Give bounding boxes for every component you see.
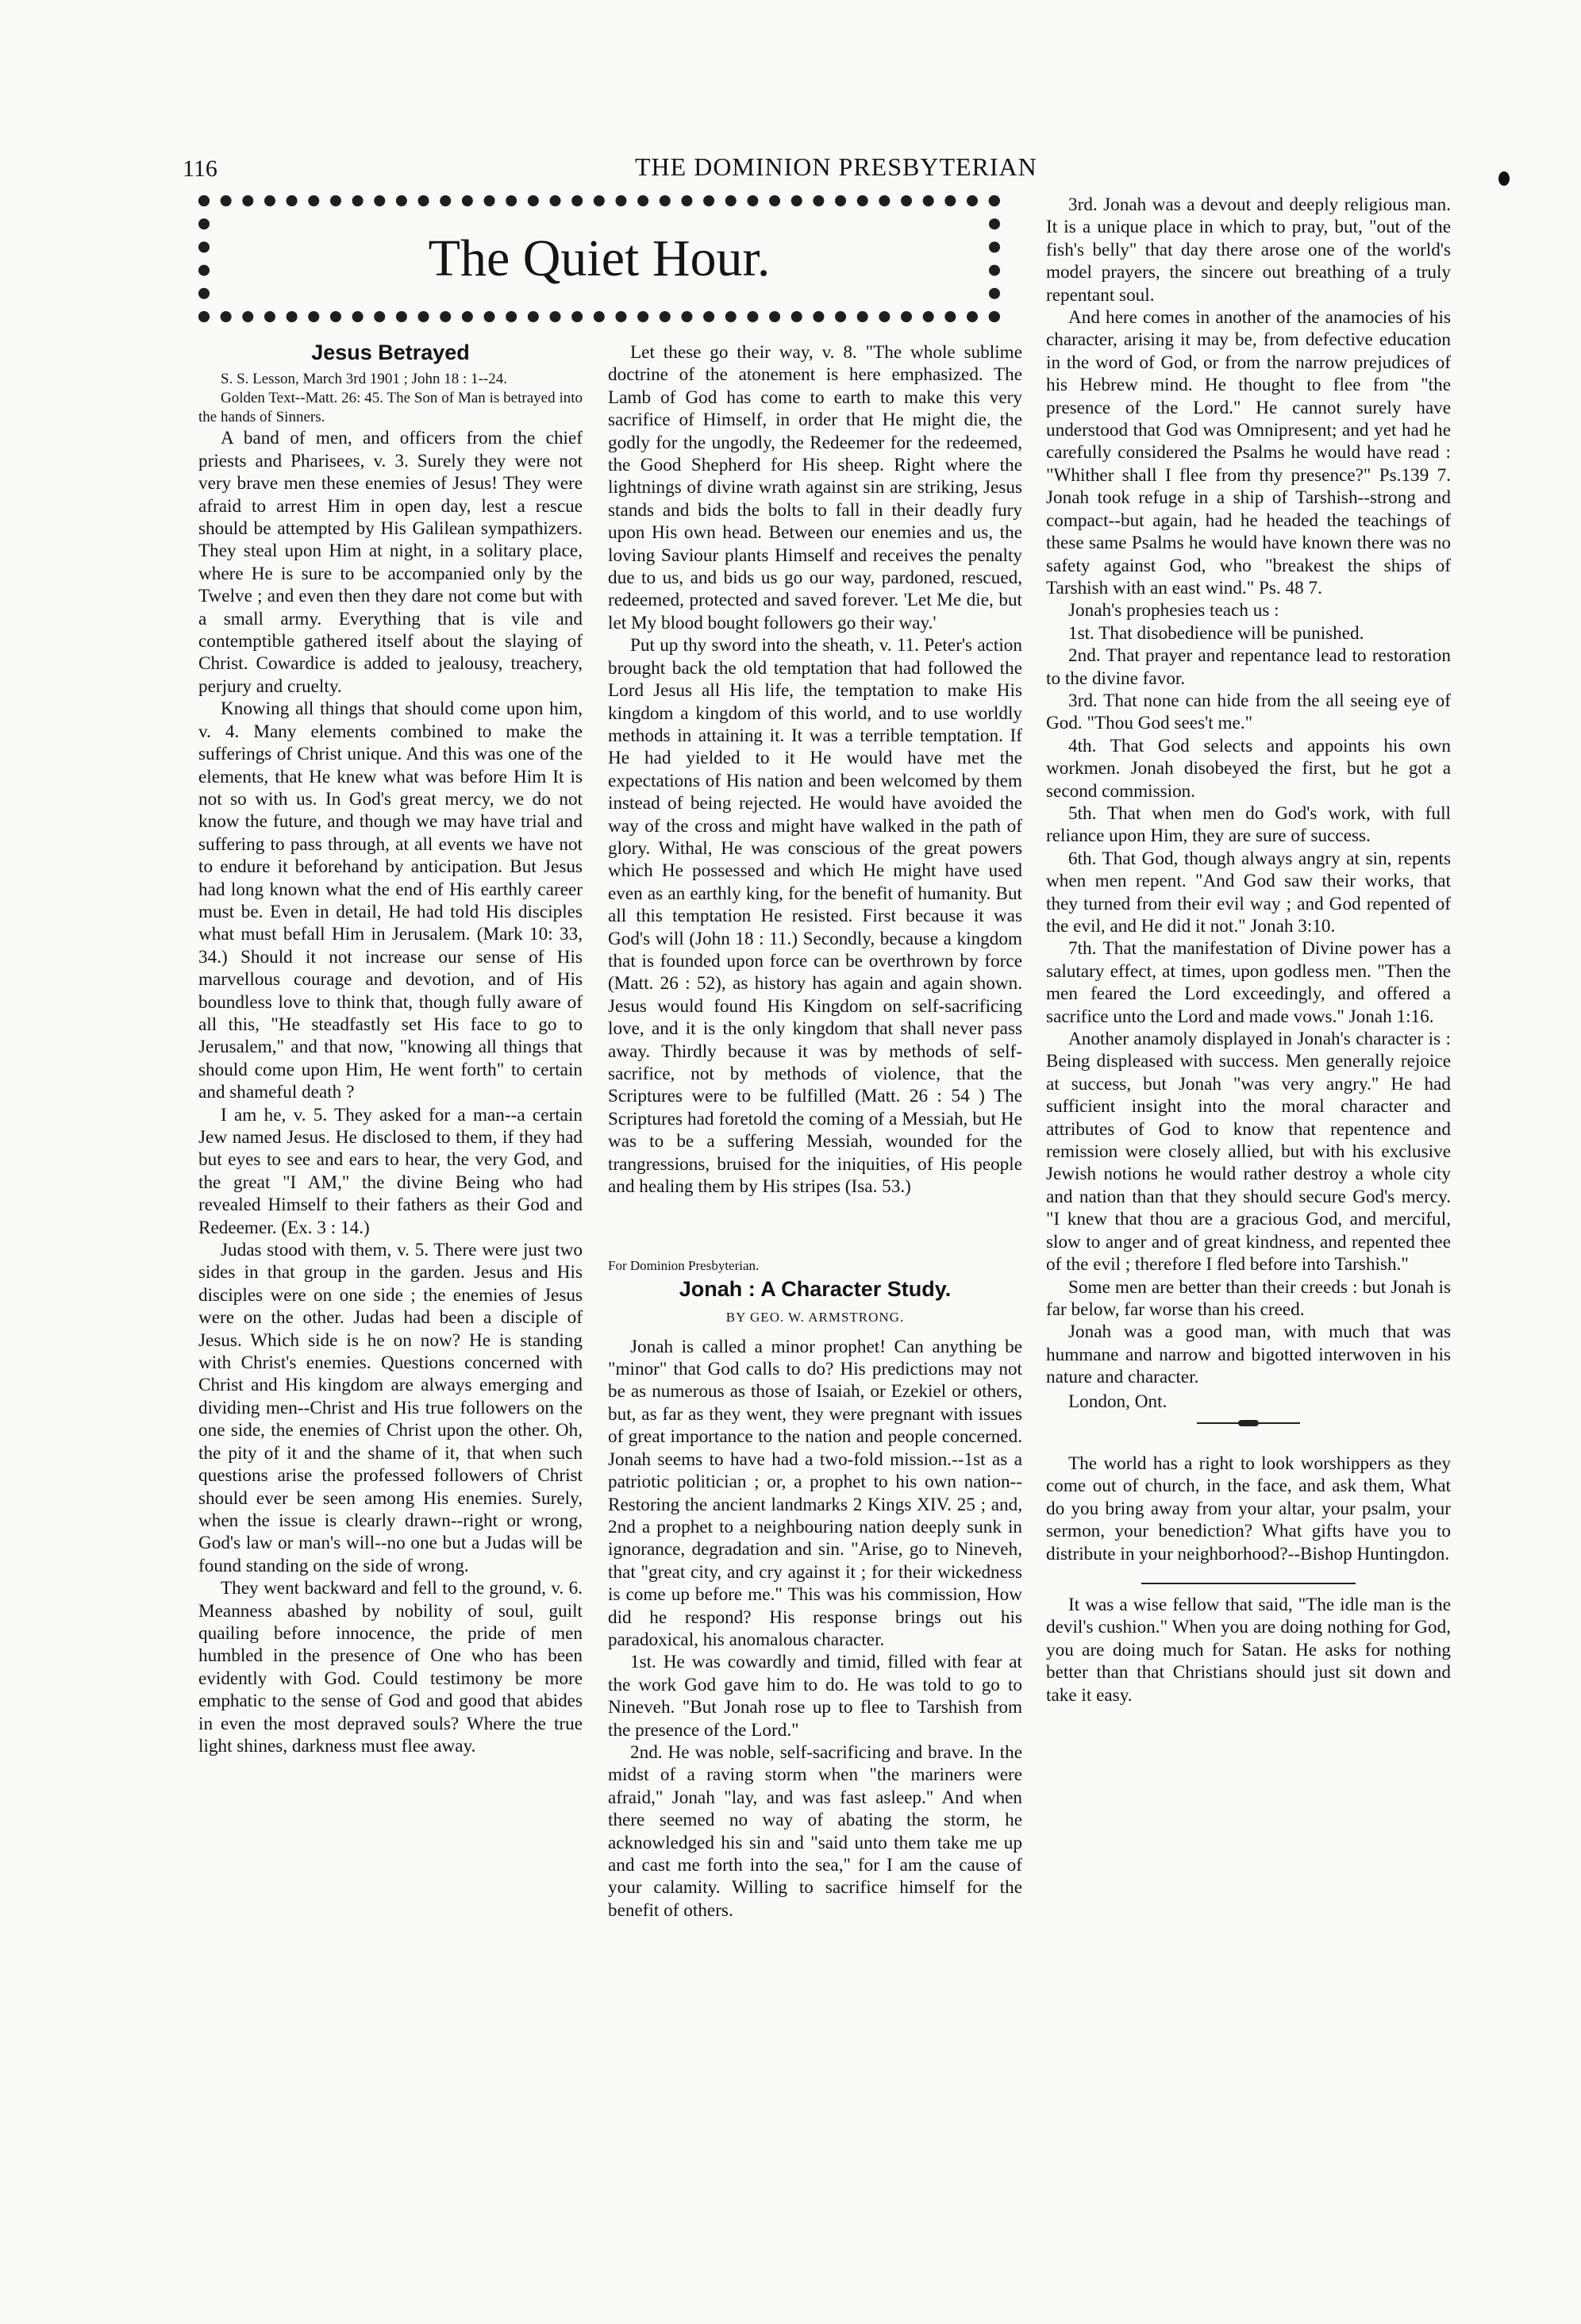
golden-text: Golden Text--Matt. 26: 45. The Son of Man is betrayed into the hands of Sinners. bbox=[198, 390, 583, 426]
page-number: 116 bbox=[183, 156, 217, 182]
jonah-paragraph: 3rd. Jonah was a devout and deeply religious man. It is a unique place in which to pray, but, "out of the fish's belly" that day there arose one of the world's model prayers, the sincere out breathing of a truly repentant soul. bbox=[1046, 194, 1451, 306]
jonah-signature: London, Ont. bbox=[1068, 1391, 1167, 1412]
column-2 bbox=[608, 341, 1022, 1922]
jonah-paragraph: Jonah was a good man, with much that was hummane and narrow and bigotted interwoven in his nature and character. bbox=[1046, 1322, 1451, 1388]
jonah-paragraph: 1st. That disobedience will be punished. bbox=[1068, 622, 1364, 644]
jonah-paragraph: Jonah's prophesies teach us : bbox=[1068, 600, 1279, 621]
jonah-paragraph: 1st. He was cowardly and timid, filled with fear at the work God gave him to do. He was told to go to Nineveh. "But Jonah rose up to flee to Tarshish from the presence of the Lord." bbox=[608, 1652, 1022, 1741]
rule-divider bbox=[1141, 1583, 1356, 1584]
running-head: THE DOMINION PRESBYTERIAN bbox=[635, 152, 1037, 181]
jonah-tag: For Dominion Presbyterian. bbox=[608, 1258, 760, 1274]
ink-blot bbox=[1498, 171, 1510, 186]
jonah-paragraph: Another anamoly displayed in Jonah's character is : Being displeased with success. Men generally rejoice at success, but Jonah "was very angry." He had sufficient insight into the moral character and attributes of God to know that repentence and remission were closely allied, but with his exclusive Jewish notions he would rather destroy a whole city and nation than that they should secure God's mercy. "I knew that thou are a gracious God, and merciful, slow to anger and of great kindness, and repented thee of the evil ; therefore I fled before into Tarshish." bbox=[1046, 1029, 1451, 1276]
lesson-paragraph: A band of men, and officers from the chief priests and Pharisees, v. 3. Surely they were not very brave men these enemies of Jesus! They were afraid to arrest Him in open day, lest a rescue should be attempted by His Galilean sympathizers. They steal upon Him at night, in a solitary place, where He is sure to be accompanied only by the Twelve ; and even then they dare not come but with a small army. Everything that is vile and contemptible gathered itself about the slaying of Christ. Cowardice is added to jealousy, treachery, perjury and cruelty. bbox=[198, 428, 583, 697]
jonah-paragraph: 2nd. He was noble, self-sacrificing and brave. In the midst of a raving storm when "the mariners were afraid," Jonah "lay, and was fast asleep." And when there seemed no way of abating the storm, he acknowledged his sin and "said unto them take me up and cast me forth into the sea," for I am the cause of your calamity. Willing to sacrifice himself for the benefit of others. bbox=[608, 1741, 1022, 1921]
jonah-paragraph: Jonah is called a minor prophet! Can anything be "minor" that God calls to do? His predictions may not be as numerous as those of Isaiah, or Ezekiel or others, but, as far as they went, they were pregnant with issues of great importance to the nation and people concerned. Jonah seems to have had a two-fold mission.--1st as a patriotic politician ; or, a prophet to his own nation--Restoring the ancient landmarks 2 Kings XIV. 25 ; and, 2nd a prophet to a neighbouring nation deeply sunk in ignorance, degradation and sin. "Arise, go to Nineveh, that "great city, and cry against it ; for their wickedness is come up before me." This was his commission, How did he respond? His response brings out his paradoxical, his anomalous character. bbox=[608, 1336, 1022, 1650]
column-3 bbox=[1046, 194, 1451, 1706]
lesson-title: Jesus Betrayed bbox=[311, 341, 470, 364]
jonah-title: Jonah : A Character Study. bbox=[679, 1276, 952, 1301]
jonah-paragraph: 5th. That when men do God's work, with full reliance upon Him, they are sure of success. bbox=[1046, 802, 1451, 847]
jonah-paragraph: 7th. That the manifestation of Divine power has a salutary effect, at times, upon godless men. "Then the men feared the Lord exceedingly, and offered a sacrifice unto the Lord and made vows." Jonah 1:16. bbox=[1046, 938, 1451, 1027]
lesson-paragraph: Judas stood with them, v. 5. There were just two sides in that group in the garden. Jesus and His disciples were on one side ; the enemies of Jesus were on the other. Judas had been a disciple of Jesus. Which side is he on now? He is standing with Christ's enemies. Questions concerned with Christ and His kingdom are always emerging and dividing men--Christ and His true followers on the one side, the enemies of Christ upon the other. Oh, the pity of it and the shame of it, that when such questions arise the professed followers of Christ should ever be seen among His enemies. Surely, when the issue is clearly drawn--right or wrong, God's law or man's will--no one but a Judas will be found standing on the side of wrong. bbox=[198, 1240, 583, 1576]
lesson-paragraph: I am he, v. 5. They asked for a man--a certain Jew named Jesus. He disclosed to them, if they had but eyes to see and ears to hear, the very God, and the great "I AM," the divine Being who had revealed Himself to their fathers as their God and Redeemer. (Ex. 3 : 14.) bbox=[198, 1104, 583, 1238]
ornament-divider bbox=[1197, 1422, 1300, 1424]
column-1 bbox=[198, 341, 583, 1757]
section-banner bbox=[198, 195, 1000, 322]
jonah-paragraph: And here comes in another of the anamocies of his character, arising it may be, from defective education in the word of God, or from the narrow prejudices of his Hebrew mind. He thought to flee from "the presence of the Lord." He cannot surely have understood that God was Omnipresent; and yet had he carefully considered the Psalms he would have read : "Whither shall I flee from thy presence?" Ps.139 7. Jonah took refuge in a ship of Tarshish--strong and compact--but again, had he headed the teachings of these same Psalms he would have known there was no safety against God, who "breakest the ships of Tarshish with an east wind." Ps. 48 7. bbox=[1046, 307, 1451, 598]
lesson-paragraph: Knowing all things that should come upon him, v. 4. Many elements combined to make the sufferings of Christ unique. And this was one of the elements, that He knew what was before Him It is not so with us. In God's great mercy, we do not know the future, and though we may have trial and suffering to pass through, at all events we have not to endure it beforehand by anticipation. But Jesus had long known what the end of His earthly career must be. Even in detail, He had told His disciples what must befall Him in Jerusalem. (Mark 10: 33, 34.) Should it not increase our sense of His marvellous courage and devotion, and of His boundless love to think that, though fully aware of all this, "He steadfastly set His face to go to Jerusalem," and that now, "knowing all things that should come upon Him, He went forth" to certain and shameful death ? bbox=[198, 698, 583, 1103]
lesson-paragraph: Let these go their way, v. 8. "The whole sublime doctrine of the atonement is here emphasized. The Lamb of God has come to earth to make this very sacrifice of Himself, in order that He might die, the godly for the ungodly, the Redeemer for the redeemed, the Good Shepherd for His sheep. Right where the lightnings of divine wrath against sin are striking, Jesus stands and bids the bolts to fall in their deadly fury upon His own head. Between our enemies and us, the loving Saviour plants Himself and receives the penalty due to us, and bids us go our way, pardoned, rescued, redeemed, protected and saved forever. 'Let Me die, but let My blood bought followers go their way.' bbox=[608, 342, 1022, 633]
lesson-reference: S. S. Lesson, March 3rd 1901 ; John 18 : 1--24. bbox=[221, 371, 507, 388]
quote-paragraph: The world has a right to look worshippers as they come out of church, in the face, and ask them, What do you bring away from your altar, your psalm, your sermon, your benediction? What gifts have you to distribute in your neighborhood?--Bishop Huntingdon. bbox=[1046, 1452, 1451, 1564]
jonah-paragraph: 4th. That God selects and appoints his own workmen. Jonah disobeyed the first, but he got a second commission. bbox=[1046, 735, 1451, 802]
jonah-paragraph: 3rd. That none can hide from the all seeing eye of God. "Thou God sees't me." bbox=[1046, 690, 1451, 734]
banner-title: The Quiet Hour. bbox=[428, 229, 771, 287]
jonah-paragraph: 2nd. That prayer and repentance lead to restoration to the divine favor. bbox=[1046, 645, 1451, 689]
jonah-paragraph: 6th. That God, though always angry at sin, repents when men repent. "And God saw their works, that they turned from their evil way ; and God repented of the evil, and He did it not." Jonah 3:10. bbox=[1046, 848, 1451, 937]
quote-paragraph: It was a wise fellow that said, "The idle man is the devil's cushion." When you are doing nothing for God, you are doing much for Satan. He asks for nothing better than that Christians should just sit down and take it easy. bbox=[1046, 1594, 1451, 1706]
jonah-byline: BY GEO. W. ARMSTRONG. bbox=[725, 1310, 905, 1326]
lesson-paragraph: Put up thy sword into the sheath, v. 11. Peter's action brought back the old temptation that had followed the Lord Jesus all His life, the temptation to make His kingdom a kingdom of this world, and to use worldly methods in attaining it. It was a terrible temptation. If He had yielded to it He would have met the expectations of His nation and been welcomed by them instead of being rejected. He would have avoided the way of the cross and might have walked in the path of glory. Withal, He was conscious of the great powers which He possessed and which He might have used even as an earthly king, for the benefit of humanity. But all this temptation He resisted. First because it was God's will (John 18 : 11.) Secondly, because a kingdom that is founded upon force can be overthrown by force (Matt. 26 : 52), as history has again and again shown. Jesus would found His Kingdom on self-sacrificing love, and it is the only kingdom that shall never pass away. Thirdly because it was by methods of self-sacrifice, not by methods of violence, that the Scriptures were to be fulfilled (Matt. 26 : 54 ) The Scriptures had foretold the coming of a Messiah, but He was to be a suffering Messiah, wounded for the trangressions, bruised for the iniquities, of His people and healing them by His stripes (Isa. 53.) bbox=[608, 635, 1022, 1198]
jonah-paragraph: Some men are better than their creeds : but Jonah is far below, far worse than his creed. bbox=[1046, 1276, 1451, 1320]
lesson-paragraph: They went backward and fell to the ground, v. 6. Meanness abashed by nobility of soul, guilt quailing before innocence, the pride of men humbled in the presence of One who has been evidently with God. Could testimony be more emphatic to the sense of God and good that abides in even the most depraved souls? Where the true light shines, darkness must flee away. bbox=[198, 1578, 583, 1756]
